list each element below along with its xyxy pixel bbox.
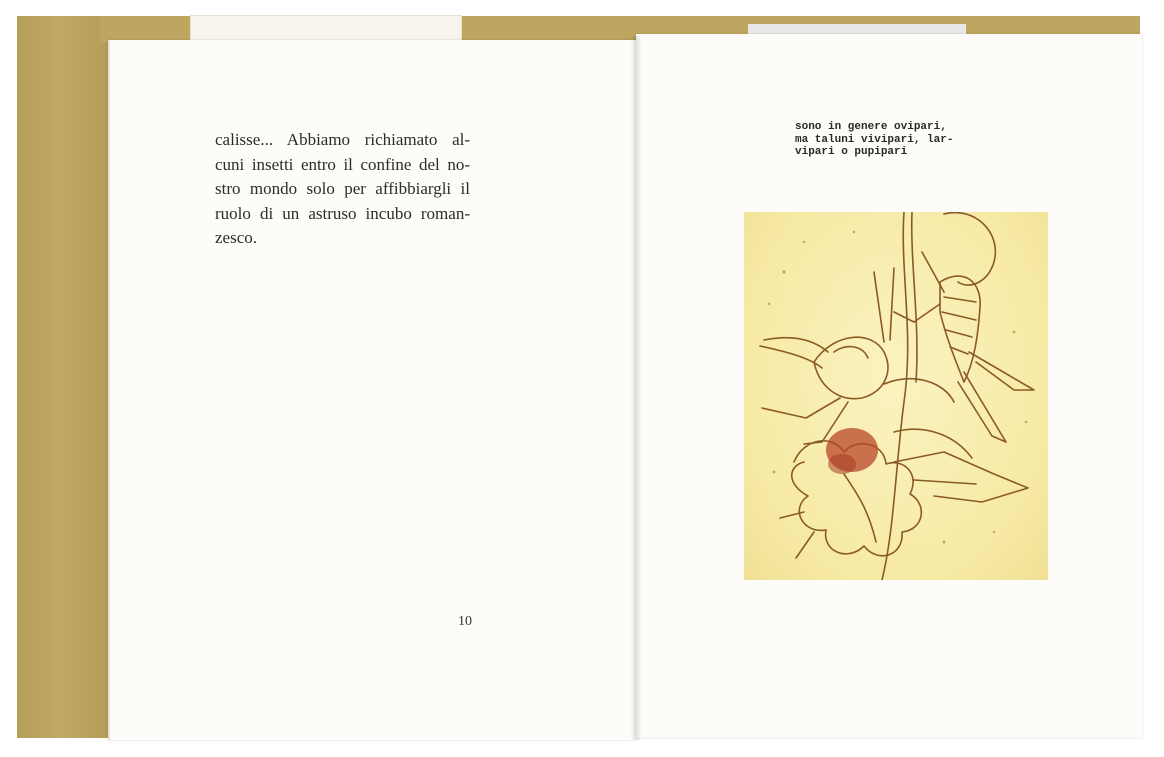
body-text	[215, 128, 470, 251]
page-number: 10	[458, 614, 472, 629]
caption-line: ma taluni vivipari, lar-	[795, 133, 954, 146]
book-cover-board	[17, 16, 117, 738]
book-gutter	[630, 36, 642, 740]
text-line: zesco.	[215, 228, 258, 247]
etching-illustration	[744, 212, 1048, 580]
caption	[795, 121, 953, 159]
text-line: ruolo di un astruso incubo roman-	[215, 203, 470, 223]
caption-line: vipari o pupipari	[795, 146, 908, 158]
text-line: calisse... Abbiamo richiamato al-	[215, 130, 470, 149]
text-line: cuni insetti entro il confine del no-	[215, 154, 470, 174]
insect-etching-image	[744, 212, 1048, 580]
text-line: stro mondo solo per affibbiargli il	[215, 179, 470, 198]
caption-line: sono in genere ovipari,	[795, 121, 947, 133]
